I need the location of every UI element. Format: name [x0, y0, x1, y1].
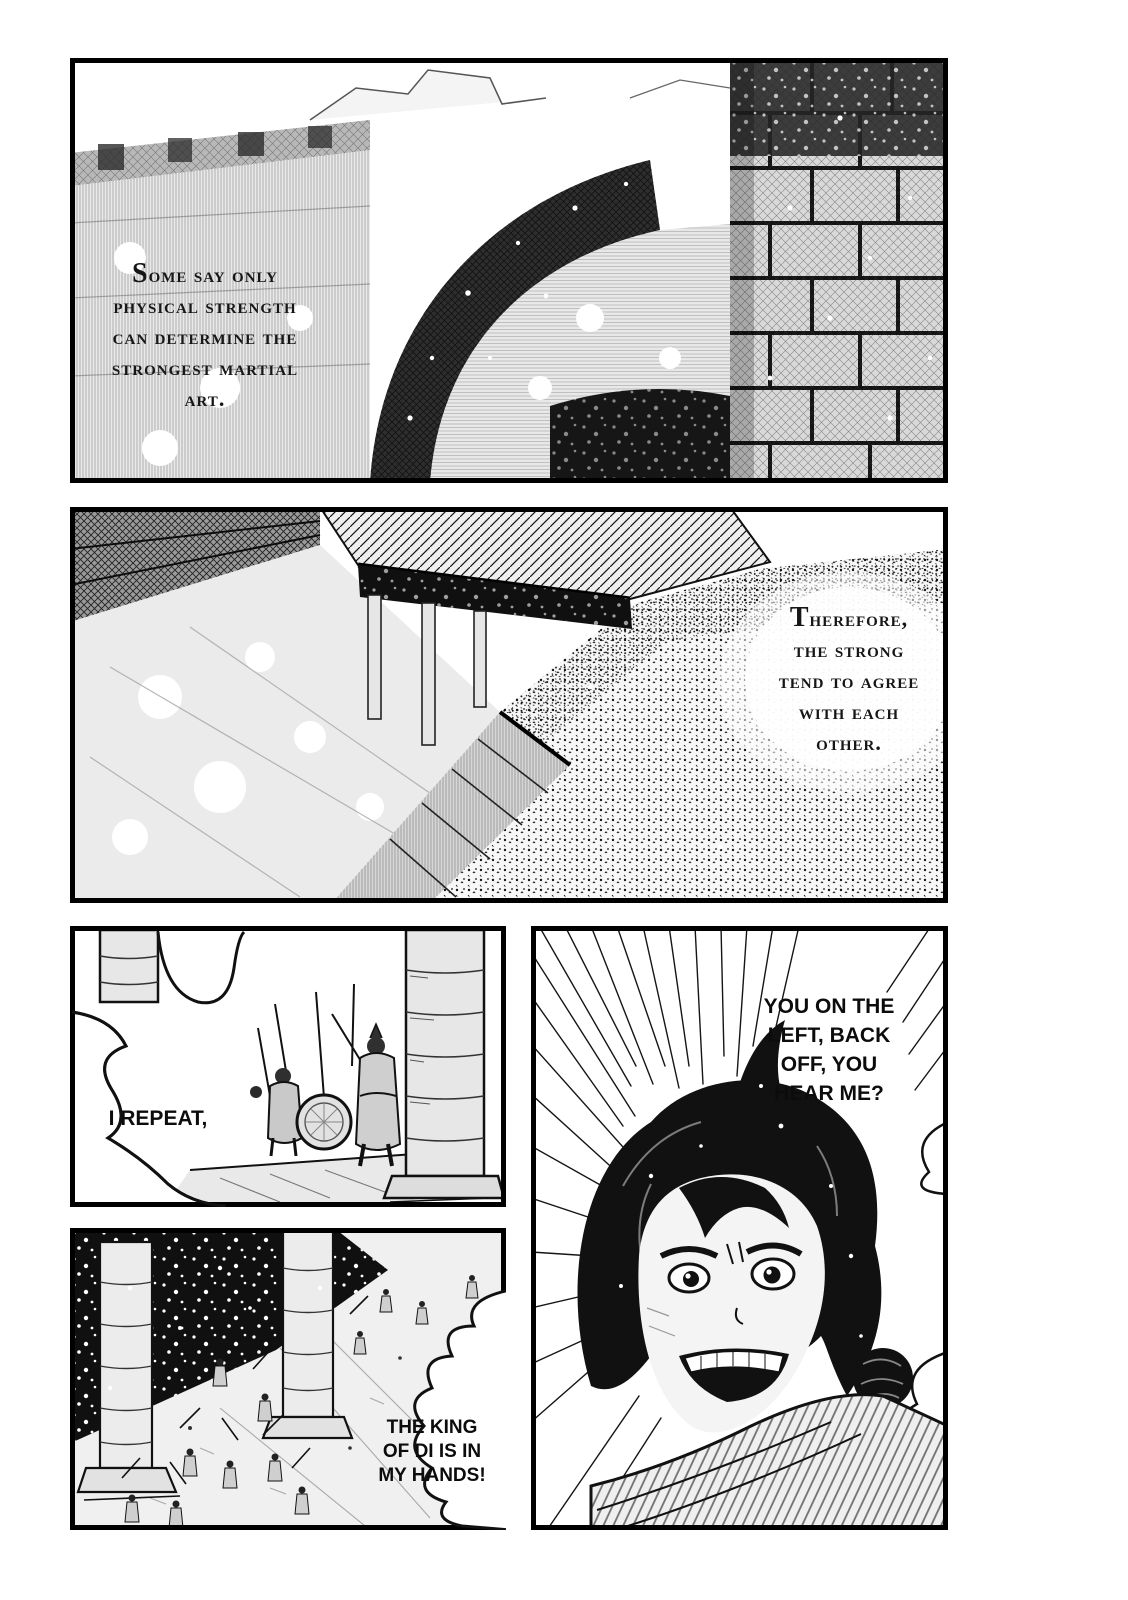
column: [474, 611, 486, 707]
speech-king-of-di: THE KING OF DI IS IN MY HANDS!: [378, 1417, 486, 1486]
panel-flashback-soldiers: [70, 926, 506, 1207]
column: [422, 603, 435, 745]
speech-back-off: YOU ON THE LEFT, BACK OFF, YOU HEAR ME?: [763, 995, 895, 1105]
column: [368, 595, 381, 719]
right-brick-wall: [730, 58, 948, 483]
speech-i-repeat: I REPEAT,: [108, 1107, 208, 1130]
panel-boy-face: [531, 926, 948, 1530]
panel-crowd: [70, 507, 948, 903]
narration-box-2: Therefore, the strong tend to agree with each other.: [778, 602, 920, 755]
panel-plaza: [70, 1228, 506, 1530]
stone-column-top-left: [100, 930, 158, 1002]
panel-3-art: [70, 926, 506, 1207]
panel-gate-wall: [70, 58, 948, 483]
narration-box-1: Some say only physical strength can determine the strongest martial art.: [111, 258, 299, 411]
